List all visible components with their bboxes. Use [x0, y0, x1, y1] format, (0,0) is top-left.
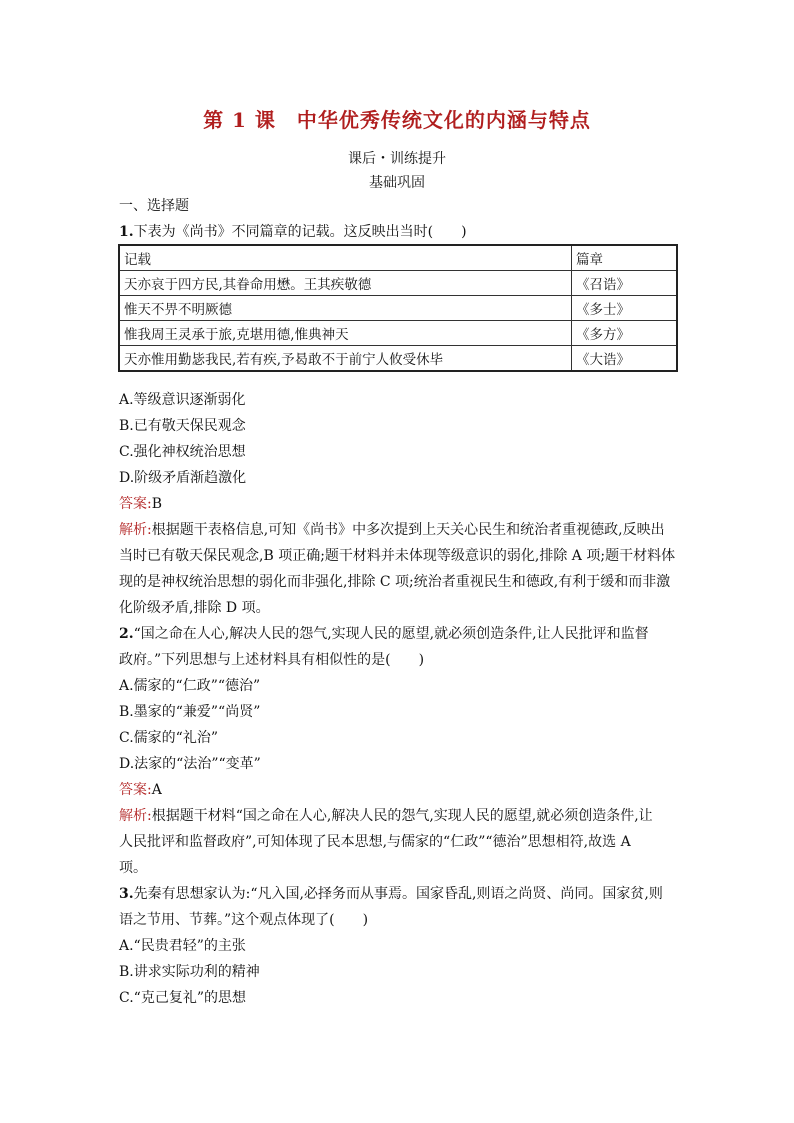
question-number: 1.: [119, 224, 134, 240]
explanation-text: 根据题干材料“国之命在人心,解决人民的怨气,实现人民的愿望,就必须创造条件,让: [151, 808, 653, 824]
question-text: 先秦有思想家认为:“凡入国,必择务而从事焉。国家昏乱,则语之尚贤、尚同。国家贫,则: [133, 886, 663, 902]
question-text: “国之命在人心,解决人民的怨气,实现人民的愿望,就必须创造条件,让人民批评和监督: [133, 626, 649, 642]
table-header-row: [119, 245, 677, 271]
question-1-stem: [119, 222, 467, 242]
explanation-line: 人民批评和监督政府”,可知体现了民本思想,与儒家的“仁政”“德治”思想相符,故选 A: [119, 834, 631, 850]
lesson-title: 第 1 课 中华优秀传统文化的内涵与特点: [203, 108, 591, 132]
answer-value: A: [151, 782, 162, 798]
table-cell: 天亦哀于四方民,其眷命用懋。王其疾敬德: [119, 271, 572, 296]
question-2-stem: [119, 624, 649, 644]
table-cell: 《多方》: [572, 321, 678, 346]
explanation-line: 当时已有敬天保民观念,B 项正确;题干材料并未体现等级意识的弱化,排除 A 项;题干材料体: [119, 548, 676, 564]
option-b: B.墨家的“兼爱”“尚贤”: [119, 704, 261, 720]
section-subtitle-basic: 基础巩固: [369, 175, 425, 191]
answer-line: [119, 494, 162, 514]
option-a: A.儒家的“仁政”“德治”: [119, 678, 261, 694]
option-d: D.法家的“法治”“变革”: [119, 756, 261, 772]
question-text-line: 语之节用、节葬。”这个观点体现了( ): [119, 912, 369, 928]
table-row: [119, 271, 677, 296]
explanation-line: [119, 520, 665, 540]
question-3-stem: [119, 884, 663, 904]
question-text-line: 政府。”下列思想与上述材料具有相似性的是( ): [119, 652, 425, 668]
explanation-line: [119, 806, 653, 826]
explanation-label: 解析:: [119, 808, 152, 824]
answer-label: 答案:: [119, 782, 152, 798]
table-cell: 《多士》: [572, 296, 678, 321]
option-c: C.儒家的“礼治”: [119, 730, 218, 746]
table-row: [119, 346, 677, 372]
explanation-line: 现的是神权统治思想的弱化而非强化,排除 C 项;统治者重视民生和德政,有利于缓和而非激: [119, 574, 671, 590]
table-cell: 《召诰》: [572, 271, 678, 296]
table-cell: 惟我周王灵承于旅,克堪用德,惟典神天: [119, 321, 572, 346]
records-table: [118, 244, 678, 372]
explanation-line: 项。: [119, 860, 147, 876]
answer-label: 答案:: [119, 496, 152, 512]
table-header-cell: 记载: [119, 245, 572, 271]
explanation-line: 化阶级矛盾,排除 D 项。: [119, 600, 270, 616]
option-a: A.等级意识逐渐弱化: [119, 392, 246, 408]
option-d: D.阶级矛盾渐趋激化: [119, 470, 247, 486]
question-number: 3.: [119, 886, 134, 902]
option-b: B.已有敬天保民观念: [119, 418, 246, 434]
table-row: [119, 296, 677, 321]
option-b: B.讲求实际功利的精神: [119, 964, 260, 980]
question-number: 2.: [119, 626, 134, 642]
table-cell: 《大诰》: [572, 346, 678, 372]
section-heading: 一、选择题: [119, 198, 189, 214]
explanation-label: 解析:: [119, 522, 152, 538]
section-subtitle: 课后・训练提升: [348, 151, 446, 167]
table-header-cell: 篇章: [572, 245, 678, 271]
question-text: 下表为《尚书》不同篇章的记载。这反映出当时( ): [133, 224, 467, 240]
explanation-text: 根据题干表格信息,可知《尚书》中多次提到上天关心民生和统治者重视德政,反映出: [151, 522, 665, 538]
table-cell: 天亦惟用勤毖我民,若有疾,予曷敢不于前宁人攸受休毕: [119, 346, 572, 372]
option-c: C.“克己复礼”的思想: [119, 990, 246, 1006]
answer-value: B: [151, 496, 163, 512]
option-c: C.强化神权统治思想: [119, 444, 246, 460]
table-cell: 惟天不畀不明厥德: [119, 296, 572, 321]
table-row: [119, 321, 677, 346]
answer-line: [119, 780, 162, 800]
option-a: A.“民贵君轻”的主张: [119, 938, 246, 954]
